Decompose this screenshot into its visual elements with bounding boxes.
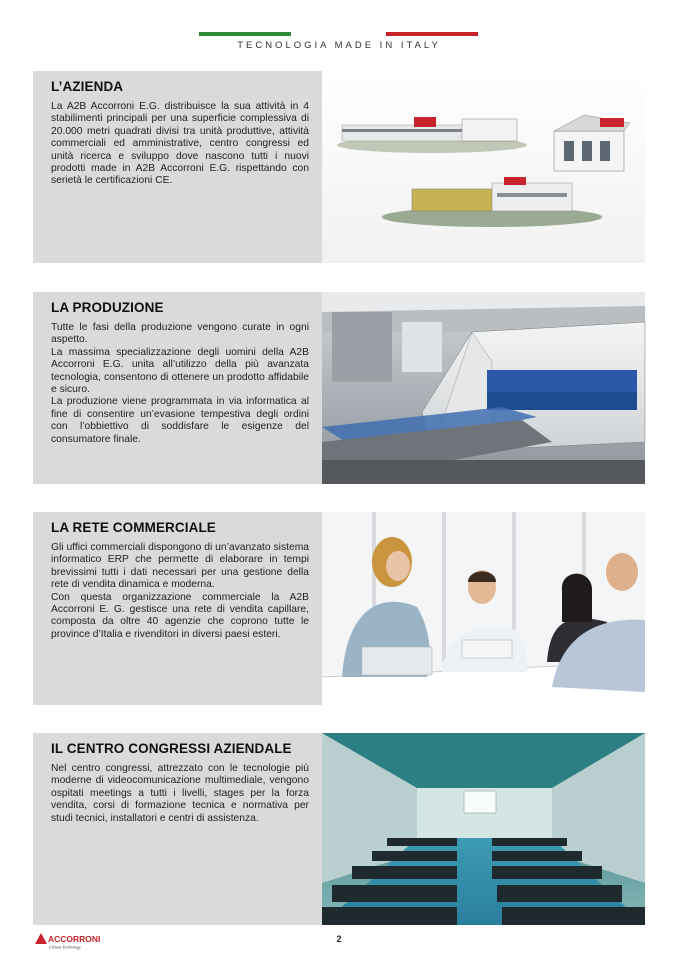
machine-label: TRUMATIC 6000 L [490, 373, 567, 383]
section-body: Gli uffici commerciali dispongono di un’avanzato sistema informatico ERP che permette di elaborare in tempi brevissimi tutti i dati necessari per una gestione della rete di vendita dinamica e moderna. Con questa organizzazione commerciale la A2B Accorroni E. G. gestisce una rete di vendita capillare, composta da oltre 40 agenzie che coprono tutte le province d’Italia e rivenditori in diversi paesi esteri. [51, 542, 309, 640]
section-text [33, 292, 322, 446]
section-centro-congressi [33, 733, 645, 925]
projection-screen [464, 791, 496, 813]
flag-bar-red [386, 32, 478, 36]
logo-subtext: Climate Technology [49, 944, 81, 950]
section-rete-commerciale [33, 512, 645, 705]
section-text [33, 512, 322, 641]
conference-hall-photo [322, 733, 645, 925]
section-body: Tutte le fasi della produzione vengono curate in ogni aspetto. La massima specializzazione degli uomini della A2B Accorroni E.G. unita all’utilizzo della più avanzata tecnologia, consentono di ottenere un prodotto affidabile e sicuro. La produzione viene programmata in via informatica al fine di consentire un’evasione tempestiva degli ordini con l’obbiettivo di soddisfare le esigenze del consumatore finale. [51, 322, 309, 445]
laptop-icon [362, 647, 432, 675]
production-machine-photo [322, 292, 645, 484]
section-title: IL CENTRO CONGRESSI AZIENDALE [51, 741, 292, 756]
section-azienda [33, 71, 645, 263]
logo-text: ACCORRONI [48, 934, 101, 944]
section-text [33, 71, 322, 188]
sales-team-photo [322, 512, 645, 705]
section-title: L’AZIENDA [51, 79, 124, 94]
flag-bar-green [199, 32, 291, 36]
page-number: 2 [336, 934, 342, 944]
section-body: La A2B Accorroni E.G. distribuisce la sua attività in 4 stabilimenti principali per una superficie complessiva di 20.000 metri quadrati divisi tra unità produttive, attività commerciali ed amministrative, centro congressi ed unità ricerca e sviluppo dove nascono tutti i nuovi prodotti made in A2B Accorroni E.G. rispettando con serietà le certificazioni CE. [51, 101, 309, 187]
section-produzione [33, 292, 645, 484]
tablet-icon [462, 640, 512, 658]
tagline: TECNOLOGIA MADE IN ITALY [237, 40, 441, 51]
page-header [0, 26, 678, 56]
section-body: Nel centro congressi, attrezzato con le tecnologie più moderne di videocomunicazione multimediale, vengono ospitati meetings a tutti i livelli, stages per la forza vendita, corsi di formazione tecnica e normativa per studi tecnici, installatori e centri di assistenza. [51, 763, 309, 824]
section-text [33, 733, 322, 825]
buildings-photo [322, 71, 645, 263]
section-title: LA PRODUZIONE [51, 300, 164, 315]
section-title: LA RETE COMMERCIALE [51, 520, 216, 535]
